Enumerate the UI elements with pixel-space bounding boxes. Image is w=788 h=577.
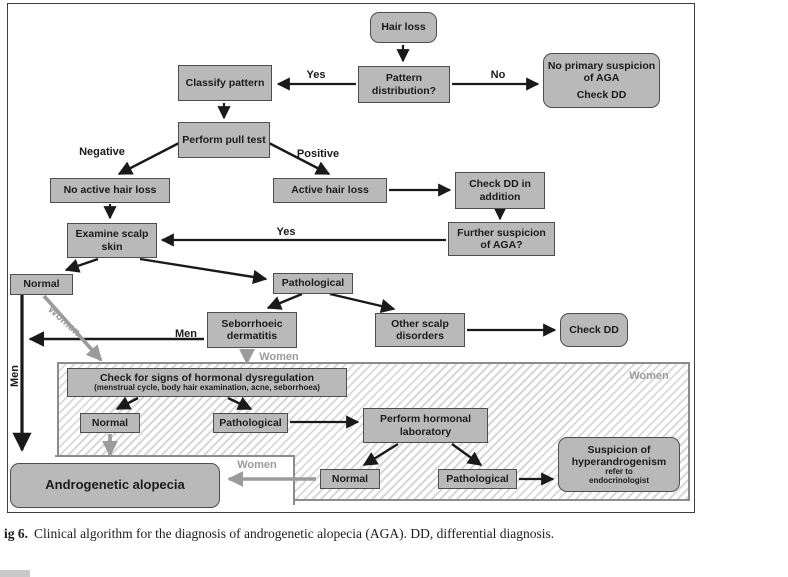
node-further-suspicion: [448, 222, 555, 256]
check-hormonal-subtitle: (menstrual cycle, body hair examination, acne, seborrhoea): [94, 383, 320, 393]
node-pathological-hormonal-label: Pathological: [219, 416, 282, 429]
node-check-dd-label: Check DD: [569, 323, 619, 336]
node-check-hormonal: [67, 368, 347, 397]
node-other-scalp-label: Other scalp disorders: [391, 317, 449, 342]
node-check-dd: [560, 313, 628, 347]
arrow-examine-to-normal: [66, 259, 98, 270]
node-active-hair-loss-label: Active hair loss: [291, 184, 369, 197]
edge-label-yes-further: Yes: [276, 226, 296, 238]
node-classify-pattern-label: Classify pattern: [185, 76, 265, 89]
node-perform-pull-test-label: Perform pull test: [182, 133, 266, 146]
arrow-lab-to-normal: [364, 444, 398, 465]
node-check-dd-addition-label: Check DD in addition: [469, 178, 531, 203]
node-perform-hormonal-lab: [363, 408, 488, 443]
node-suspicion-hyperandrogenism: [558, 437, 680, 492]
node-normal-hormonal-label: Normal: [91, 416, 129, 429]
edge-label-yes-pattern: Yes: [306, 69, 326, 81]
node-pathological-scalp: [273, 273, 353, 294]
node-other-scalp-disorders: [375, 313, 465, 347]
arrow-pathological-to-otherscalp: [330, 294, 394, 309]
node-androgenetic-alopecia: [10, 463, 220, 508]
node-classify-pattern: [178, 65, 272, 101]
edge-label-women-seborrhoeic: Women: [259, 351, 299, 363]
suspicion-line1: Suspicion of hyperandrogenism: [571, 443, 667, 468]
node-hair-loss: [370, 12, 437, 43]
node-pathological-hormonal: [213, 413, 288, 433]
arrow-hormonal-to-pathological: [228, 398, 251, 409]
edge-label-women-region: Women: [629, 370, 669, 382]
edge-label-women-diagonal: Women: [45, 303, 83, 339]
node-further-suspicion-label: Further suspicion of AGA?: [457, 226, 546, 251]
node-normal-lab-label: Normal: [331, 472, 369, 485]
node-pattern-distribution-label: Pattern distribution?: [371, 72, 437, 97]
edge-label-men-vertical: Men: [9, 365, 21, 387]
check-hormonal-title: Check for signs of hormonal dysregulation: [99, 372, 315, 385]
node-normal-scalp: [10, 274, 73, 295]
suspicion-line2: refer to endocrinologist: [589, 466, 649, 485]
node-examine-scalp-label: Examine scalp skin: [75, 228, 149, 253]
edge-label-negative: Negative: [79, 146, 125, 158]
node-no-primary-suspicion: [543, 53, 660, 108]
node-perform-pull-test: [178, 122, 270, 158]
edge-label-positive: Positive: [296, 148, 340, 160]
figure-caption: [4, 526, 564, 542]
node-normal-hormonal: [80, 413, 140, 433]
figure-caption-label: ig 6.: [4, 526, 29, 541]
edge-label-women-to-aga: Women: [237, 459, 277, 471]
node-seborrhoeic-label: Seborrhoeic dermatitis: [221, 317, 283, 342]
node-pathological-lab-label: Pathological: [446, 472, 509, 485]
node-active-hair-loss: [273, 178, 387, 203]
arrow-hormonal-to-normal: [117, 398, 138, 409]
edge-label-men-horizontal: Men: [175, 328, 197, 340]
node-check-dd-addition: [455, 172, 545, 209]
no-primary-line1: No primary suspicion of AGA: [547, 59, 656, 84]
figure-caption-text: Clinical algorithm for the diagnosis of androgenetic alopecia (AGA). DD, differential diagnosis.: [34, 526, 555, 541]
node-no-active-hair-loss: [50, 178, 170, 203]
node-androgenetic-label: Androgenetic alopecia: [45, 477, 185, 493]
node-pathological-scalp-label: Pathological: [281, 277, 345, 290]
node-normal-lab: [320, 469, 380, 489]
node-no-active-hair-loss-label: No active hair loss: [63, 184, 157, 197]
no-primary-line2: Check DD: [576, 89, 627, 102]
edge-label-no-pattern: No: [490, 69, 506, 81]
arrow-lab-to-pathological: [452, 444, 481, 465]
node-examine-scalp: [67, 223, 157, 258]
arrow-pathological-to-seborrhoeic: [268, 294, 302, 308]
node-normal-scalp-label: Normal: [23, 278, 60, 291]
node-pattern-distribution: [358, 66, 450, 103]
node-seborrhoeic-dermatitis: [207, 312, 297, 348]
node-hair-loss-label: Hair loss: [381, 21, 426, 34]
arrow-examine-to-pathological: [140, 259, 266, 279]
node-perform-lab-label: Perform hormonal laboratory: [379, 413, 471, 438]
node-pathological-lab: [438, 469, 517, 489]
